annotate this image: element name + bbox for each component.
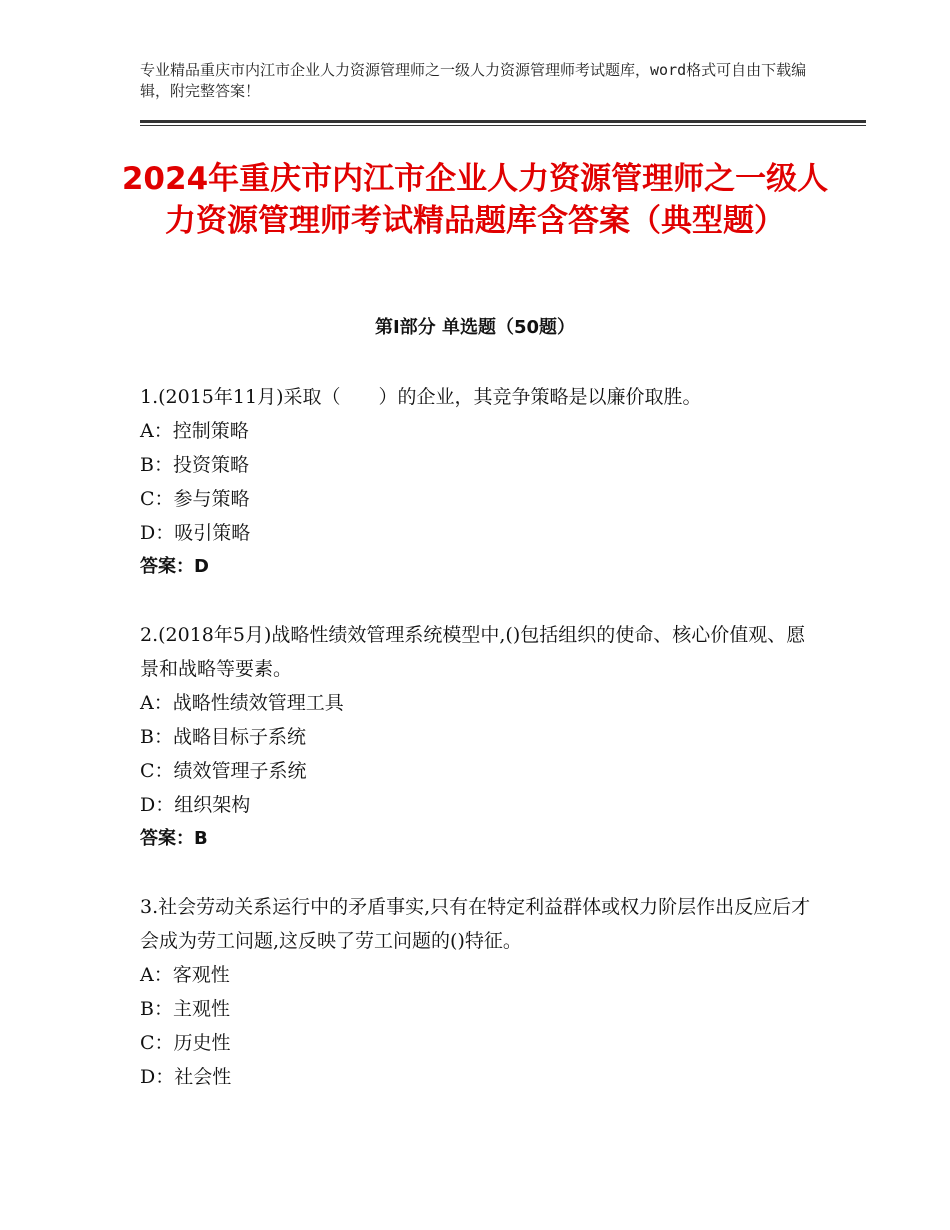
option-b: B：主观性: [140, 998, 230, 1020]
header-note: 专业精品重庆市内江市企业人力资源管理师之一级人力资源管理师考试题库，word格式可自由下载编辑，附完整答案！: [140, 61, 807, 100]
option-a: A：控制策略: [140, 420, 249, 442]
option-a: A：客观性: [140, 964, 230, 986]
option-a: A：战略性绩效管理工具: [140, 692, 344, 714]
question-3: [140, 890, 820, 1094]
question-stem: 2.(2018年5月)战略性绩效管理系统模型中,()包括组织的使命、核心价值观、愿景和战略等要素。: [140, 624, 806, 680]
option-d: D：社会性: [140, 1066, 232, 1088]
answer: 答案：B: [140, 828, 208, 849]
header-divider-thick: [140, 120, 866, 123]
question-2: [140, 618, 820, 856]
option-d: D：吸引策略: [140, 522, 251, 544]
option-c: C：绩效管理子系统: [140, 760, 307, 782]
question-stem: 3.社会劳动关系运行中的矛盾事实,只有在特定利益群体或权力阶层作出反应后才会成为劳工问题,这反映了劳工问题的()特征。: [140, 896, 811, 952]
section-heading: 第Ⅰ部分 单选题（50题）: [374, 317, 575, 338]
answer: 答案：D: [140, 556, 209, 577]
option-c: C：参与策略: [140, 488, 250, 510]
option-d: D：组织架构: [140, 794, 251, 816]
option-b: B：战略目标子系统: [140, 726, 306, 748]
document-title: 2024年重庆市内江市企业人力资源管理师之一级人力资源管理师考试精品题库含答案（典型题）: [121, 161, 829, 239]
question-1: [140, 380, 820, 584]
option-b: B：投资策略: [140, 454, 249, 476]
question-stem: 1.(2015年11月)采取（ ）的企业，其竞争策略是以廉价取胜。: [140, 386, 702, 408]
header-divider-thin: [140, 125, 866, 126]
option-c: C：历史性: [140, 1032, 231, 1054]
question-list: [140, 380, 820, 1128]
